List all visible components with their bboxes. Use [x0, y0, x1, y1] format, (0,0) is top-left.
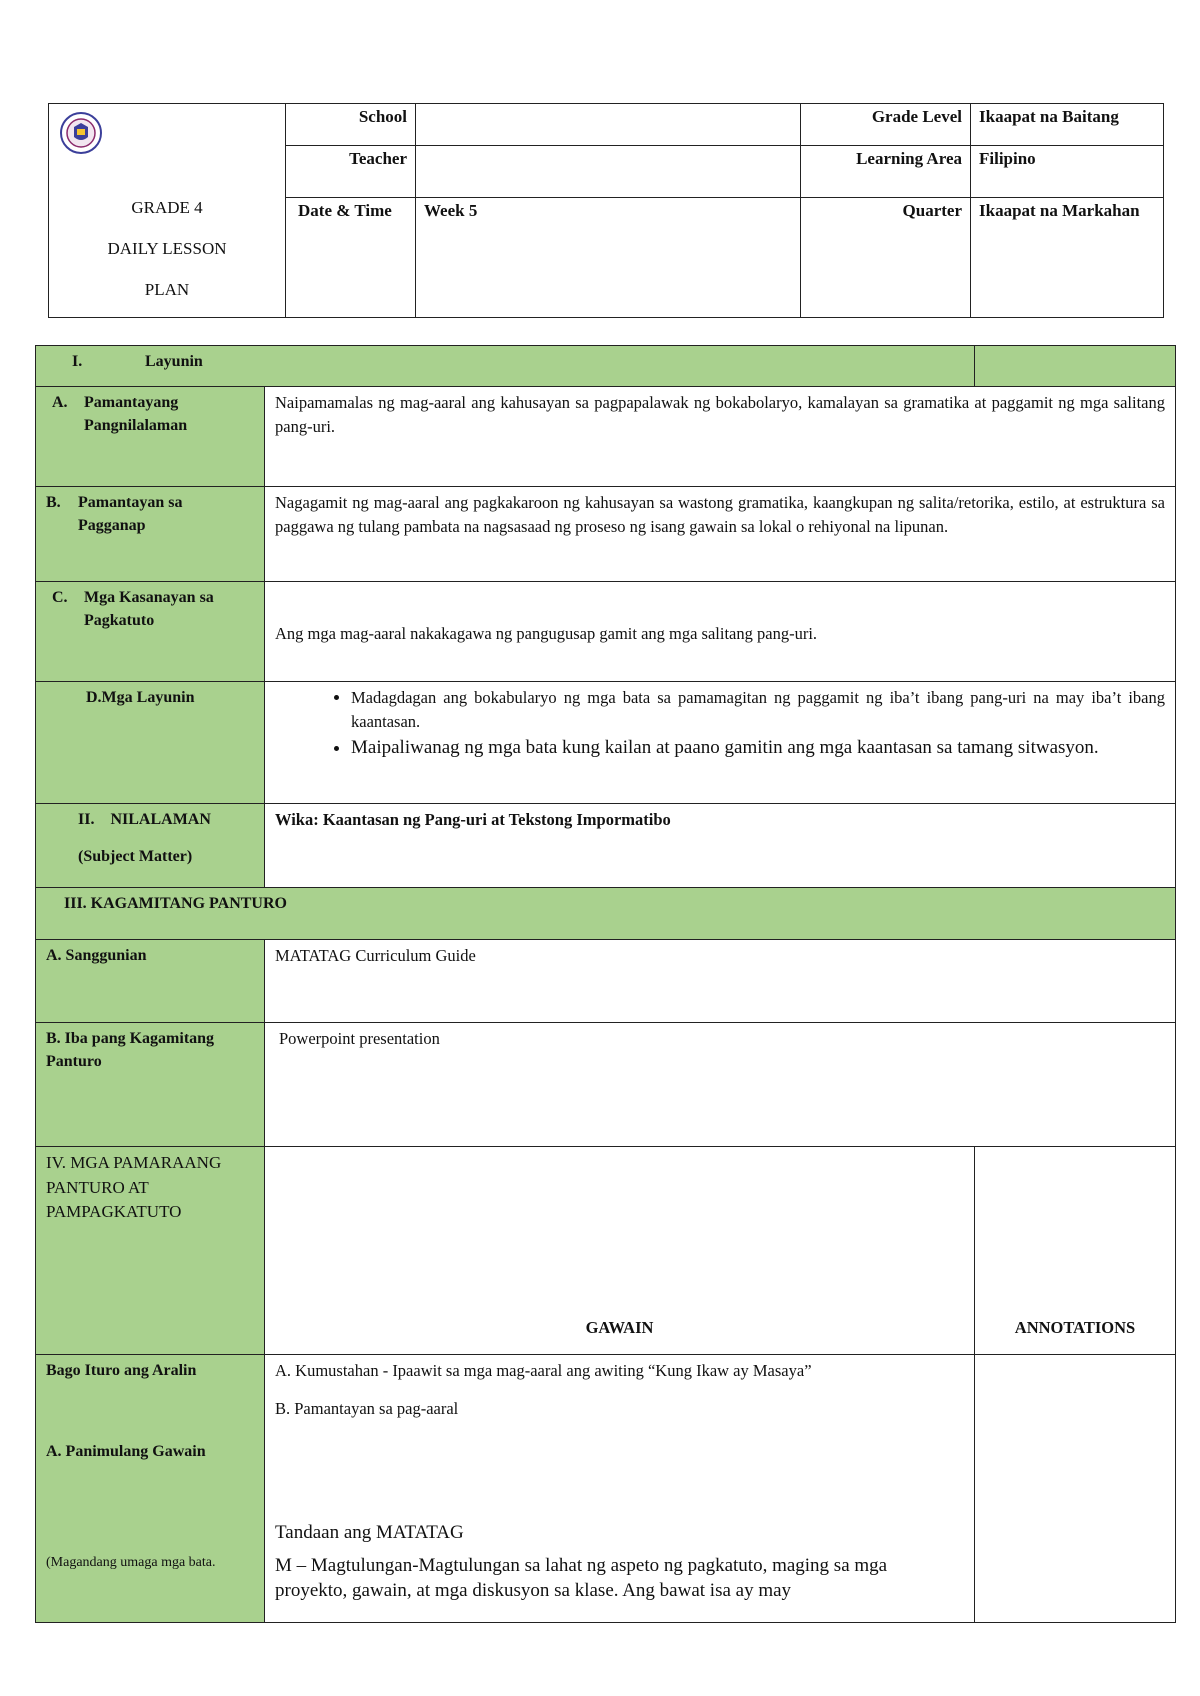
label-iba-pang-kagamitan: B. Iba pang Kagamitang Panturo: [36, 1023, 265, 1147]
annotations-bago-ituro: [975, 1355, 1176, 1623]
text-iba-pang-kagamitan: Powerpoint presentation: [265, 1023, 1176, 1147]
gawain-header: GAWAIN: [265, 1147, 975, 1355]
teacher-label: Teacher: [286, 146, 416, 198]
text-pamantayang-pangnilalaman: Naipamamalas ng mag-aaral ang kahusayan sa pagpapalawak ng bokabolaryo, kamalayan sa gramatika at paggamit ng mga salitang pang-uri.: [265, 387, 1176, 487]
text-nilalaman: Wika: Kaantasan ng Pang-uri at Tekstong Impormatibo: [265, 804, 1176, 888]
header-logo-cell: [49, 104, 286, 318]
date-value: Week 5: [416, 198, 801, 318]
label-nilalaman: II. NILALAMAN (Subject Matter): [36, 804, 265, 888]
grade-level-value: Ikaapat na Baitang: [971, 104, 1164, 146]
list-mga-layunin: [265, 682, 1176, 804]
header-table: [48, 103, 1164, 318]
section-kagamitang-panturo: III. KAGAMITANG PANTURO: [36, 888, 1176, 940]
lesson-table: [35, 345, 1176, 1623]
quarter-value: Ikaapat na Markahan: [971, 198, 1164, 318]
section-layunin: I. Layunin: [36, 346, 975, 387]
teacher-value: [416, 146, 801, 198]
text-sanggunian: MATATAG Curriculum Guide: [265, 940, 1176, 1023]
label-mga-layunin: D.Mga Layunin: [36, 682, 265, 804]
label-pamaraang-panturo: IV. MGA PAMARAANG PANTURO AT PAMPAGKATUTO: [36, 1147, 265, 1355]
section-layunin-extra: [975, 346, 1176, 387]
date-label: Date & Time: [286, 198, 416, 318]
school-label: School: [286, 104, 416, 146]
grade-label: GRADE 4 DAILY LESSON PLAN: [107, 198, 227, 299]
learning-area-value: Filipino: [971, 146, 1164, 198]
tandaan-line: Tandaan ang MATATAG: [275, 1521, 464, 1543]
layunin-item: • Madagdagan ang bokabularyo ng mga bata sa pamamagitan ng paggamit ng iba’t ibang pang-uri na may iba’t ibang kaantasan.: [351, 686, 1165, 734]
text-mga-kasanayan: Ang mga mag-aaral nakakagawa ng pangugusap gamit ang mga salitang pang-uri.: [265, 582, 1176, 682]
m-text: M – Magtulungan-Magtulungan sa lahat ng aspeto ng pagkatuto, maging sa mga proyekto, gawain, at mga diskusyon sa klase. Ang bawat isa ay may: [275, 1555, 888, 1602]
label-mga-kasanayan: C. Mga Kasanayan sa Pagkatuto: [36, 582, 265, 682]
label-bago-ituro: Bago Ituro ang Aralin A. Panimulang Gawain (Magandang umaga mga bata.: [36, 1355, 265, 1623]
pamantayan-line: B. Pamantayan sa pag-aaral: [275, 1398, 459, 1418]
text-pamantayan-sa-pagganap: Nagagamit ng mag-aaral ang pagkakaroon ng kahusayan sa wastong gramatika, kaangkupan ng salita/retorika, estilo, at estruktura sa paggawa ng tulang pambata na nagsasaad ng proseso ng isang gawain sa lokal o rehiyonal na lipunan.: [265, 487, 1176, 582]
deped-seal-icon: [59, 111, 103, 155]
school-value: [416, 104, 801, 146]
quarter-label: Quarter: [801, 198, 971, 318]
label-sanggunian: A. Sanggunian: [36, 940, 265, 1023]
layunin-item: • Maipaliwanag ng mga bata kung kailan at paano gamitin ang mga kaantasan sa tamang sitwasyon.: [351, 734, 1165, 762]
kumustahan-line: A. Kumustahan - Ipaawit sa mga mag-aaral ang awiting “Kung Ikaw ay Masaya”: [275, 1361, 812, 1380]
annotations-header: ANNOTATIONS: [975, 1147, 1176, 1355]
text-bago-ituro: [265, 1355, 975, 1623]
learning-area-label: Learning Area: [801, 146, 971, 198]
label-pamantayang-pangnilalaman: A. Pamantayang Pangnilalaman: [36, 387, 265, 487]
label-pamantayan-sa-pagganap: B. Pamantayan sa Pagganap: [36, 487, 265, 582]
grade-level-label: Grade Level: [801, 104, 971, 146]
